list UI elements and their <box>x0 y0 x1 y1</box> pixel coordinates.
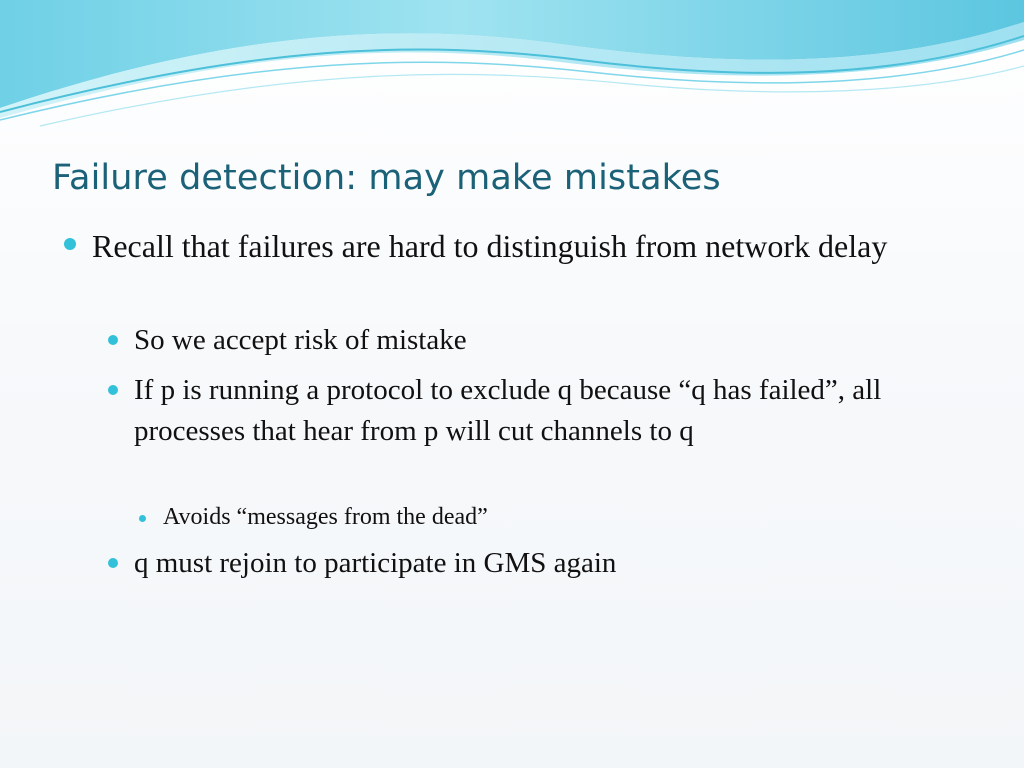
bullet-dot-icon <box>139 515 146 522</box>
bullet-level3-text: Avoids “messages from the dead” <box>163 504 488 530</box>
bullet-level2-text: q must rejoin to participate in GMS again <box>134 547 617 579</box>
bullet-dot-icon <box>108 385 118 395</box>
bullet-level2-text: So we accept risk of mistake <box>134 324 467 356</box>
bullet-level1-text: Recall that failures are hard to distinguish from network delay <box>92 228 888 264</box>
slide-title: Failure detection: may make mistakes <box>52 158 721 198</box>
bullet-dot-icon <box>108 558 118 568</box>
bullet-level2-text: If p is running a protocol to exclude q because “q has failed”, all processes that hear from p will cut channels to q <box>134 374 882 447</box>
bullet-dot-icon <box>64 238 76 250</box>
bullet-dot-icon <box>108 335 118 345</box>
